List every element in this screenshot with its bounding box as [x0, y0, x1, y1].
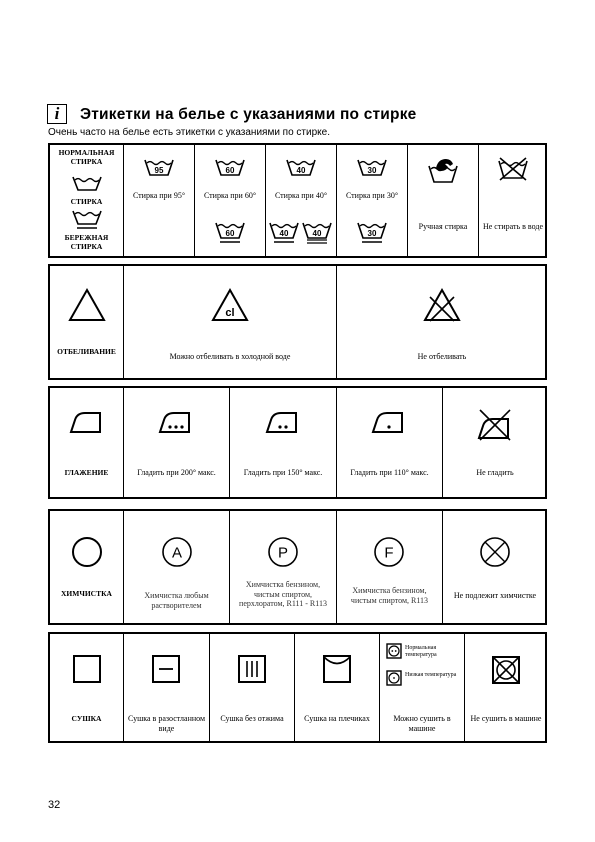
no-dryclean-cell [443, 511, 547, 623]
no-dryclean-icon [478, 535, 512, 569]
wash-95-icon [144, 157, 174, 177]
delicate-wash-label: БЕРЕЖНАЯ СТИРКА [64, 233, 109, 251]
delicate-wash-icon [72, 208, 102, 230]
iron-110-icon [371, 410, 407, 434]
dryclean-p-cell [230, 511, 336, 623]
svg-text:60: 60 [225, 229, 235, 238]
wash-30-temp: 30 [367, 166, 377, 175]
hand-wash-icon [428, 158, 458, 184]
line-dry-cell [295, 634, 379, 741]
wash-30-delicate-icon [357, 220, 387, 244]
no-iron-cell [443, 388, 547, 497]
dryclean-f-cell [337, 511, 442, 623]
line-dry-label: Сушка на плечиках [304, 714, 370, 723]
wash-label: СТИРКА [70, 197, 103, 206]
wash-40-very-delicate-icon [302, 220, 332, 244]
no-tumble-dry-label: Не сушить в машине [470, 714, 542, 723]
ironing-label-cell [50, 388, 123, 497]
dryclean-circle-icon [70, 535, 104, 569]
tumble-dry-low-icon [386, 670, 402, 686]
no-bleach-cell [337, 266, 547, 378]
dryclean-a-icon [160, 535, 194, 569]
line-dry-icon [322, 654, 352, 684]
tumble-normal-temp-label: Нормальная температура [405, 645, 437, 658]
bleaching-label: ОТБЕЛИВАНИЕ [57, 347, 116, 356]
drying-label: СУШКА [71, 714, 102, 723]
ironing-label: ГЛАЖЕНИЕ [64, 468, 109, 477]
hand-wash-cell [408, 145, 478, 256]
bleach-triangle-icon [68, 288, 106, 322]
svg-text:30: 30 [367, 229, 377, 238]
svg-text:A: A [171, 544, 183, 562]
wash-95-cell [124, 145, 194, 256]
iron-110-label: Гладить при 110° макс. [350, 468, 429, 477]
iron-200-label: Гладить при 200° макс. [137, 468, 216, 477]
no-dryclean-label: Не подлежит химчистке [453, 591, 537, 600]
bleaching-label-cell [50, 266, 123, 378]
wash-30-label: Стирка при 30° [345, 191, 399, 200]
bleach-cold-label: Можно отбеливать в холодной воде [169, 352, 291, 361]
iron-150-label: Гладить при 150° макс. [243, 468, 323, 477]
drying-square-icon [72, 654, 102, 684]
drip-dry-icon [237, 654, 267, 684]
wash-60-delicate-icon [215, 220, 245, 244]
iron-110-cell [337, 388, 442, 497]
ironing-table [48, 386, 547, 499]
drip-dry-label: Сушка без отжима [220, 714, 284, 723]
page-subtitle: Очень часто на белье есть этикетки с указаниями по стирке. [48, 127, 330, 138]
bleaching-table [48, 264, 547, 380]
no-iron-icon [476, 408, 514, 442]
drying-label-cell [50, 634, 123, 741]
wash-60-icon [215, 157, 245, 177]
washing-table [48, 143, 547, 258]
no-bleach-icon [423, 288, 461, 322]
dryclean-a-label: Химчистка любым растворителем [144, 591, 209, 610]
hand-wash-label: Ручная стирка [418, 222, 468, 231]
svg-text:P: P [277, 544, 289, 562]
washing-label-cell [50, 145, 123, 256]
wash-30-icon [357, 157, 387, 177]
tumble-dry-normal-icon [386, 643, 402, 659]
do-not-wash-cell [479, 145, 547, 256]
normal-wash-label: НОРМАЛЬНАЯ СТИРКА [58, 148, 115, 166]
dryclean-p-label: Химчистка бензином, чистым спиртом, перхлоратом, R111 - R113 [239, 580, 327, 608]
page-number: 32 [48, 799, 61, 811]
wash-40-label: Стирка при 40° [274, 191, 328, 200]
drip-dry-cell [210, 634, 294, 741]
svg-text:cl: cl [225, 307, 235, 319]
wash-40-icon [286, 157, 316, 177]
wash-95-temp: 95 [154, 166, 164, 175]
dry-flat-label: Сушка в разостланном виде [127, 714, 206, 733]
bleach-cold-cell [124, 266, 336, 378]
dryclean-f-icon [372, 535, 406, 569]
dryclean-p-icon [266, 535, 300, 569]
dryclean-f-label: Химчистка бензином, чистым спиртом, R113 [350, 586, 429, 605]
drycleaning-label: ХИМЧИСТКА [61, 589, 112, 598]
no-bleach-label: Не отбеливать [417, 352, 467, 361]
iron-150-cell [230, 388, 336, 497]
bleach-cl-icon [211, 288, 249, 322]
dryclean-a-cell [124, 511, 229, 623]
no-iron-label: Не гладить [476, 468, 514, 477]
svg-text:40: 40 [279, 229, 289, 238]
wash-40-cell [266, 145, 336, 256]
iron-150-icon [265, 410, 301, 434]
wash-95-label: Стирка при 95° [132, 191, 186, 200]
wash-40-delicate-icon [269, 220, 299, 244]
wash-60-temp: 60 [225, 166, 235, 175]
svg-text:F: F [384, 544, 394, 562]
do-not-wash-icon [496, 157, 530, 181]
info-icon: i [47, 104, 67, 124]
tumble-low-temp-label: Низкая температура [405, 672, 457, 678]
iron-icon [69, 410, 105, 434]
tumble-dry-label: Можно сушить в машине [393, 714, 451, 733]
tumble-dry-cell [380, 634, 464, 741]
wash-40-temp: 40 [296, 166, 306, 175]
wash-60-cell [195, 145, 265, 256]
drycleaning-table [48, 509, 547, 625]
wash-30-cell [337, 145, 407, 256]
wash-60-label: Стирка при 60° [203, 191, 257, 200]
drycleaning-label-cell [50, 511, 123, 623]
iron-200-cell [124, 388, 229, 497]
dry-flat-cell [124, 634, 209, 741]
page-title: Этикетки на белье с указаниями по стирке [80, 106, 417, 123]
wash-tub-icon [72, 174, 102, 192]
no-tumble-dry-cell [465, 634, 547, 741]
do-not-wash-label: Не стирать в воде [482, 222, 544, 231]
dry-flat-icon [151, 654, 181, 684]
svg-text:40: 40 [312, 229, 322, 238]
drying-table [48, 632, 547, 743]
iron-200-icon [158, 410, 194, 434]
no-tumble-dry-icon [490, 654, 522, 686]
